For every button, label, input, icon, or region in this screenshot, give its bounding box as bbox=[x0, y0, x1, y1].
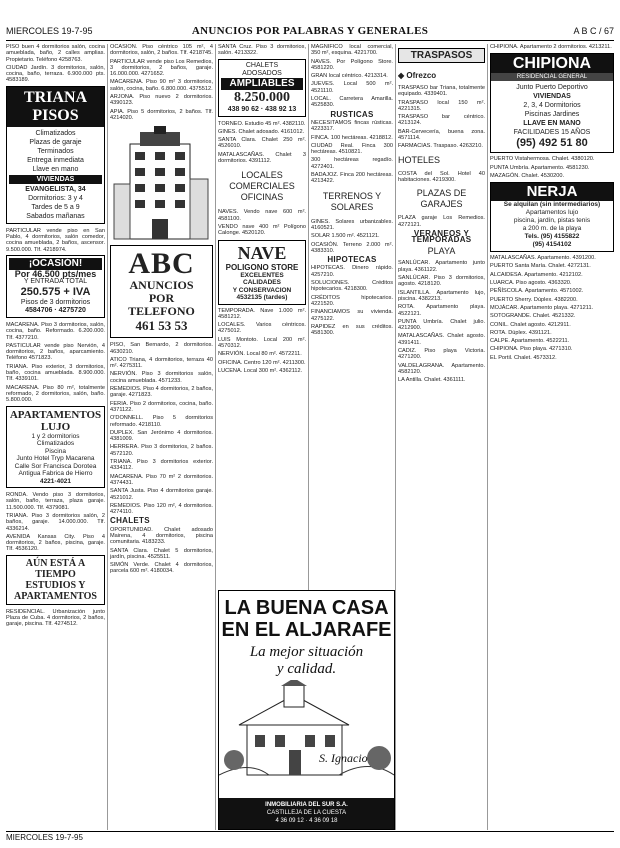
nerja-line: piscina, jardín, pistas tenis bbox=[513, 217, 591, 225]
classified-ad: OFICINA. Centro 120 m². 4211300. bbox=[218, 359, 306, 366]
ocasion-amount: 250.575 + IVA bbox=[20, 285, 91, 298]
ocasion-entrada: Y ENTRADA TOTAL bbox=[23, 277, 88, 285]
classified-ad: TRASPASO bar Triana, totalmente equipado. 4339401. bbox=[398, 85, 485, 98]
buena-casa-ad bbox=[218, 590, 395, 830]
classified-ad: FERIA. Piso 2 dormitorios, cocina, baño. 4371122. bbox=[110, 400, 213, 413]
apartamentos-line: 4221·4021 bbox=[39, 477, 72, 485]
classified-ad: SOTOGRANDE. Chalet. 4521332. bbox=[490, 313, 576, 320]
ocasion-title: ¡OCASIÓN! bbox=[9, 258, 102, 270]
classified-ad: PISO, San Bernardo, 2 dormitorios. 4630210. bbox=[110, 342, 213, 355]
classified-ad: LOCAL. Carretera Amarilla. 4525830. bbox=[311, 96, 393, 109]
classified-ad: JUEVES. Local 500 m². 4521110. bbox=[311, 81, 393, 94]
classified-ad: VENDO nave 400 m² Polígono Calonge. 4520120. bbox=[218, 223, 306, 237]
page-number: A B C / 67 bbox=[573, 26, 614, 36]
classified-ad: APIA. Piso 5 dormitorios, 2 baños. Tlf. 4214020. bbox=[110, 108, 213, 121]
classified-ad: OCASIÓN. Piso céntrico 105 m², 4 dormitorios, salón, 2 baños. Tlf. 4218745. bbox=[110, 44, 213, 57]
classified-ad: TORNEO. Estudio 45 m². 4382110. bbox=[218, 120, 306, 127]
classified-ad: MACARENA. Piso 90 m² 3 dormitorios, salón, cocina, baño. 6.800.000. 4375512. bbox=[110, 79, 213, 92]
classified-ad: PASTICULAR vende piso Nervión, 4 dormitorios, 2 baños, aparcamiento. Teléfono 4571823. bbox=[6, 342, 105, 362]
section-heading-hipotecas: HIPOTECAS bbox=[327, 255, 377, 265]
chalets-box-ad bbox=[218, 59, 306, 117]
classified-ad: LA Antilla. Chalet. 4361111. bbox=[398, 377, 466, 384]
section-heading-locales: LOCALES COMERCIALES OFICINAS bbox=[229, 170, 295, 203]
buena-casa-subtitle: EN EL ALJARAFE bbox=[221, 619, 392, 641]
chalets-box-line: AMPLIABLES bbox=[221, 78, 303, 90]
classified-ad: CALPE. Apartamento. 4522211. bbox=[490, 338, 570, 345]
classified-ad: SANTA Justa. Piso 4 dormitorios garaje. 4521012. bbox=[110, 488, 213, 501]
apartamentos-line: Climatizados bbox=[36, 440, 75, 448]
classified-ad: PARTICULAR vende piso en San Pablo, 4 dormitorios, salón comedor, cocina amueblada, 2 baños, ascensor. 9.500.000. Tlf. 4218974. bbox=[6, 227, 105, 253]
classified-ad: RESIDENCIAL. Urbanización junto Plaza de Cuba. 4 dormitorios, 2 baños, garaje, piscina. Tlf. 4274512. bbox=[6, 608, 105, 628]
classified-ad: MATALASCAÑAS. Chalet 3 dormitorios. 4391112. bbox=[218, 151, 306, 165]
apartamentos-line: Junto Hotel Tryp Macarena bbox=[16, 455, 95, 463]
classified-ad: MACARENA. Piso 70 m² 2 dormitorios. 4374431. bbox=[110, 473, 213, 486]
house-illustration-icon bbox=[219, 680, 394, 785]
ocasion-desc: Pisos de 3 dormitorios bbox=[20, 298, 91, 306]
triana-ad bbox=[6, 86, 105, 224]
cooperativa-phone: 4 36 09 12 · 4 36 09 18 bbox=[275, 818, 338, 824]
aun-line: APARTAMENTOS bbox=[14, 590, 97, 602]
section-heading-hoteles: HOTELES bbox=[398, 154, 441, 165]
classified-ad: ISLANTILLA. Apartamento lujo, piscina. 4382213. bbox=[398, 289, 485, 302]
classified-ad: NAVES. Por Polígono Store. 4581220. bbox=[311, 58, 393, 71]
cooperativa-location: CASTILLEJA DE LA CUESTA bbox=[266, 810, 347, 816]
traspasos-title: TRASPASOS bbox=[410, 50, 473, 61]
classified-ad: PUNTA Umbría. Apartamento. 4581230. bbox=[490, 164, 590, 171]
nerja-title: NERJA bbox=[491, 183, 613, 201]
triana-line: Climatizados bbox=[35, 129, 76, 137]
classified-ad: OCASIÓN. Terreno 2.000 m². 4383310. bbox=[311, 241, 393, 254]
footer-date: MIERCOLES 19-7-95 bbox=[6, 833, 83, 842]
classified-ad: CIUDAD Real. Finca 300 hectáreas. 4510821. bbox=[311, 142, 393, 156]
classified-ad: MACARENA. Piso 3 dormitorios, salón, cocina, baño. Reformado. 6.200.000. Tlf. 4377210. bbox=[6, 321, 105, 341]
classified-ad: PUNTA Umbría. Chalet julio. 4212900. bbox=[398, 318, 485, 332]
column-rule bbox=[107, 44, 108, 830]
classified-ad: PLAZA garaje Los Remedios. 4272121. bbox=[398, 215, 485, 228]
abc-line: TELEFONO bbox=[128, 304, 195, 319]
classified-ad: EL Portil. Chalet. 4573312. bbox=[490, 354, 557, 361]
column-1 bbox=[6, 44, 105, 830]
chalets-box-line: ADOSADOS bbox=[242, 69, 282, 77]
apartamentos-line: Calle Sor Francisca Dorotea bbox=[14, 462, 97, 470]
abc-line: POR bbox=[148, 291, 175, 306]
classified-ad: FINCA. 100 hectáreas. 4218812. bbox=[311, 134, 393, 141]
classified-ad: GINES. Solares urbanizables. 4160521. bbox=[311, 218, 393, 231]
classified-ad: CRÉDITOS hipotecarios. 4221520. bbox=[311, 294, 393, 307]
classified-ad: SANTA Clara. Chalet 5 dormitorios, jardín, piscina. 4525511. bbox=[110, 547, 213, 560]
nerja-line: Apartamentos lujo bbox=[525, 209, 579, 217]
chalets-box-phone: 438 90 62 · 438 92 13 bbox=[227, 105, 297, 113]
page-header bbox=[6, 26, 614, 41]
classified-ad: SOLAR 1.500 m². 4521121. bbox=[311, 233, 380, 240]
section-heading-chalets: CHALETS bbox=[110, 516, 150, 526]
classified-ad: REMEDIOS. Piso 120 m², 4 dormitorios. 4274110. bbox=[110, 502, 213, 516]
bullet-icon: ◆ bbox=[398, 71, 407, 80]
classified-ad: ATICO Triana, 4 dormitorios, terraza 40 m². 4275311. bbox=[110, 356, 213, 370]
classified-ad: TEMPORADA. Nave 1.000 m². 4581212. bbox=[218, 307, 306, 320]
apartamentos-line: 1 y 2 dormitorios bbox=[31, 432, 80, 440]
chipiona-phone: (95) 492 51 80 bbox=[516, 137, 588, 150]
column-2 bbox=[110, 44, 213, 830]
nerja-line: Se alquilan (sin intermediarios) bbox=[503, 201, 601, 209]
triana-line: VIVIENDAS bbox=[9, 175, 102, 184]
classified-ad: VALDELAGRANA. Apartamento. 4582120. bbox=[398, 362, 485, 375]
classified-ad: CHIPIONA. Apartamento 2 dormitorios. 4213211. bbox=[490, 44, 612, 50]
triana-line: Dormitorios: 3 y 4 bbox=[28, 194, 83, 202]
chalets-box-price: 8.250.000 bbox=[234, 89, 290, 105]
ocasion-ad bbox=[6, 255, 105, 318]
triana-line: Plazas de garaje bbox=[29, 138, 82, 146]
ofrezco-label: Ofrezco bbox=[406, 71, 437, 80]
classified-ad: 300 hectáreas regadío. 4272401. bbox=[311, 157, 393, 170]
chipiona-title: CHIPIONA bbox=[491, 54, 613, 73]
classified-ad: SANLÚCAR. Apartamento junto playa. 4361122. bbox=[398, 260, 485, 273]
classified-ad: TRIANA. Piso 3 dormitorios salón, 2 baños, garaje. 14.000.000. Tlf. 4336214. bbox=[6, 512, 105, 532]
classified-ad: SANTA Clara. Chalet 250 m². 4526010. bbox=[218, 137, 306, 150]
header-date: MIERCOLES 19-7-95 bbox=[6, 26, 93, 36]
chipiona-line: Piscinas Jardines bbox=[524, 111, 580, 119]
aun-line: TIEMPO bbox=[35, 568, 76, 580]
classified-ad: TRIANA. Piso exterior, 3 dormitorios, baño, cocina amueblada. 8.900.000. Tlf. 4339101. bbox=[6, 363, 105, 383]
triana-line: Entrega inmediata bbox=[27, 156, 84, 164]
classified-ad: HIPOTECAS. Dinero rápido. 4257210. bbox=[311, 265, 393, 278]
classified-ad: GRAN local céntrico. 4213314. bbox=[311, 73, 388, 80]
section-heading-rusticas: RUSTICAS bbox=[330, 109, 374, 119]
nave-line: POLIGONO STORE bbox=[225, 262, 299, 272]
buena-casa-title: LA BUENA CASA bbox=[224, 597, 389, 619]
classified-ad: LUCENA. Local 300 m². 4362112. bbox=[218, 367, 303, 374]
section-heading-terrenos: TERRENOS Y SOLARES bbox=[322, 190, 382, 212]
nave-ad bbox=[218, 240, 306, 305]
triana-line: Sabados mañanas bbox=[26, 212, 85, 220]
classified-ad: MACARENA. Piso 80 m², totalmente reformado, 2 dormitorios, salón, baño. 5.800.000. bbox=[6, 384, 105, 404]
column-rule bbox=[215, 44, 216, 830]
classified-ad: MAZAGÓN. Chalet. 4530200. bbox=[490, 172, 564, 179]
buena-casa-slogan: y calidad. bbox=[276, 661, 337, 677]
cooperativa-brand: INMOBILIARIA DEL SUR S.A. bbox=[265, 802, 348, 808]
classified-ad: NERVIÓN. Local 80 m². 4572211. bbox=[218, 351, 302, 358]
classified-ad: TRIANA. Piso 3 dormitorios exterior. 4334112. bbox=[110, 459, 213, 472]
chipiona-line: Junto Puerto Deportivo bbox=[516, 84, 588, 92]
apartamentos-line: Piscina bbox=[45, 447, 66, 455]
abc-phone-ad bbox=[110, 245, 213, 338]
classified-ad: MATALASCAÑAS. Apartamento. 4391200. bbox=[490, 255, 596, 262]
triana-line: Llave en mano bbox=[32, 165, 79, 173]
classified-ad: PUERTO Sherry. Dúplex. 4382200. bbox=[490, 296, 578, 303]
classified-ad: NECESITAMOS fincas rústicas. 4223317. bbox=[311, 119, 393, 133]
triana-line: Terminados bbox=[37, 147, 74, 155]
classified-ad: BAR-Cervecería, buena zona. 4571114. bbox=[398, 128, 485, 142]
classified-ad: FARMACIAS. Traspaso. 4263210. bbox=[398, 143, 483, 150]
column-rule bbox=[487, 44, 488, 830]
classified-ad: CONIL. Chalet agosto. 4212911. bbox=[490, 321, 571, 328]
building-icon bbox=[110, 124, 213, 242]
aun-line: ESTUDIOS Y bbox=[25, 579, 86, 591]
triana-line: EVANGELISTA, 34 bbox=[25, 185, 86, 193]
section-heading-veraneo: VERANEOS Y TEMPORADAS bbox=[411, 228, 472, 245]
chipiona-line: 2, 3, 4 Dormitorios bbox=[523, 102, 581, 110]
classified-ad: NAVES. Vendo nave 600 m². 4581100. bbox=[218, 209, 306, 222]
chipiona-ad bbox=[490, 53, 614, 153]
classified-ad: SOLUCIONES. Créditos hipotecarios. 4218300. bbox=[311, 280, 393, 293]
chipiona-line: FACILIDADES 15 AÑOS bbox=[513, 129, 591, 137]
triana-title: TRIANA bbox=[23, 88, 88, 106]
apartamentos-line: Antigua Fabrica de Hierro bbox=[18, 470, 93, 478]
aun-ad bbox=[6, 555, 105, 605]
classified-ad: PUERTO Santa María. Chalet. 4272131. bbox=[490, 263, 591, 270]
triana-line: Tardes de 5 a 9 bbox=[31, 203, 80, 211]
section-title: ANUNCIOS POR PALABRAS Y GENERALES bbox=[191, 25, 429, 37]
classified-ad: MATALASCAÑAS. Chalet agosto. 4391411. bbox=[398, 333, 485, 346]
classified-ad: PUERTO Vistahermosa. Chalet. 4380120. bbox=[490, 156, 595, 163]
classified-ad: LOCALES. Varios céntricos. 4275012. bbox=[218, 322, 306, 335]
nerja-ad bbox=[490, 182, 614, 252]
classified-ad: O'DONNELL. Piso 5 dormitorios reformado. 4218110. bbox=[110, 415, 213, 428]
classified-ad: REMEDIOS. Piso 4 dormitorios, 2 baños, garaje. 4271823. bbox=[110, 386, 213, 399]
classified-ad: DUPLEX. San Jerónimo 4 dormitorios. 4381009. bbox=[110, 429, 213, 443]
nave-line: Y CONSERVACION bbox=[232, 286, 292, 294]
classified-ad: FINANCIAMOS su vivienda. 4275122. bbox=[311, 309, 393, 322]
classified-ad: MOJÁCAR. Apartamento playa. 4271211. bbox=[490, 304, 594, 311]
classified-ad: NERVIÓN. Piso 3 dormitorios salón, cocina amueblada. 4571233. bbox=[110, 371, 213, 384]
nerja-line: Tels. (95) 4155822 bbox=[524, 233, 580, 241]
classified-ad: SIMÓN Verde. Chalet 4 dormitorios, parcela 600 m². 4180034. bbox=[110, 562, 213, 575]
classified-ad: CHIPIONA. Piso playa. 4271310. bbox=[490, 346, 573, 353]
classified-ad: ROTA. Apartamento playa. 4522121. bbox=[398, 304, 485, 317]
classified-ad: LUIS Montoto. Local 200 m². 4570312. bbox=[218, 336, 306, 350]
nave-line: EXCELENTES CALIDADES bbox=[240, 271, 284, 287]
classified-ad: MAGNIFICO local comercial, 350 m², esquina. 4221700. bbox=[311, 44, 393, 57]
chipiona-line: VIVIENDAS bbox=[533, 93, 571, 101]
nerja-line: (95) 4154102 bbox=[532, 241, 572, 249]
nave-line: 4532135 (tardes) bbox=[236, 294, 288, 302]
column-6 bbox=[490, 44, 614, 830]
chalets-box-line: CHALETS bbox=[245, 61, 279, 69]
column-4 bbox=[311, 44, 393, 588]
abc-logo: ABC bbox=[128, 247, 195, 281]
classified-ad: ALCAIDESA. Apartamento. 4212102. bbox=[490, 271, 583, 278]
chipiona-line: LLAVE EN MANO bbox=[523, 120, 581, 128]
classified-ad: ROTA. Dúplex. 4391121. bbox=[490, 329, 552, 336]
apartamentos-subtitle: LUJO bbox=[40, 420, 71, 433]
ocasion-price: Por 46.500 pts/mes bbox=[14, 268, 97, 279]
classified-ad: RONDA. Vendo piso 3 dormitorios, salón, baño, terraza, plaza garaje. 11.500.000. Tlf. 4379081. bbox=[6, 492, 105, 511]
classified-ad: RAPIDEZ en sus créditos. 4581300. bbox=[311, 323, 393, 337]
classified-ad: BADAJOZ. Finca 200 hectáreas. 4213422. bbox=[311, 172, 393, 185]
apartamentos-title: APARTAMENTOS bbox=[9, 408, 102, 421]
nave-title: NAVE bbox=[237, 242, 287, 263]
classified-ad: ARJONA. Piso nuevo 2 dormitorios. 4390123. bbox=[110, 94, 213, 107]
abc-line: ANUNCIOS bbox=[129, 278, 194, 293]
ofrezco-heading bbox=[398, 71, 485, 81]
classified-ad: GINES. Chalet adosado. 4161012. bbox=[218, 128, 305, 135]
page-footer bbox=[6, 831, 614, 844]
building-illustration bbox=[110, 124, 213, 242]
cooperativa-strip bbox=[219, 798, 394, 829]
buena-casa-signature: S. Ignacio bbox=[319, 751, 368, 765]
buena-casa-slogan: La mejor situación bbox=[249, 644, 364, 660]
triana-subtitle: PISOS bbox=[32, 106, 79, 124]
classified-ad: OPORTUNIDAD. Chalet adosado Mairena, 4 dormitorios, piscina comunitaria. 4183233. bbox=[110, 526, 213, 546]
section-heading-playa: PLAYA bbox=[427, 246, 456, 257]
traspasos-heading bbox=[398, 48, 485, 63]
apartamentos-ad bbox=[6, 406, 105, 489]
column-5 bbox=[398, 44, 485, 830]
column-3 bbox=[218, 44, 306, 588]
classified-ad: SANTA Cruz. Piso 3 dormitorios, salón. 4213322. bbox=[218, 44, 306, 57]
classified-ad: PARTICULAR vende piso Los Remedios, 3 dormitorios, 2 baños, garaje. 16.000.000. 4271652. bbox=[110, 58, 213, 78]
classified-ad: CADIZ. Piso playa Victoria. 4271200. bbox=[398, 348, 485, 361]
section-heading-garajes: PLAZAS DE GARAJES bbox=[416, 188, 467, 210]
nerja-line: a 200 m. de la playa bbox=[522, 225, 582, 233]
classified-ad: COSTA del Sol. Hotel 40 habitaciones. 4219300. bbox=[398, 170, 485, 183]
column-rule bbox=[395, 44, 396, 830]
classified-ad: TRASPASO bar céntrico. 4213124. bbox=[398, 114, 485, 127]
classified-ad: PEÑÍSCOLA. Apartamento. 4571002. bbox=[490, 288, 584, 295]
abc-phone: 461 53 53 bbox=[135, 318, 188, 334]
aun-line: AÚN ESTÁ A bbox=[25, 557, 86, 569]
classified-ad: SANLÚCAR. Piso 3 dormitorios, agosto. 4218120. bbox=[398, 275, 485, 288]
chipiona-sub: RESIDENCIAL GENERAL bbox=[491, 73, 613, 81]
classified-ad: AVENIDA Kansas City. Piso 4 dormitorios, 2 baños, piscina, garaje. Tlf. 4536120. bbox=[6, 533, 105, 553]
classified-ad: TRASPASO local 150 m². 4221315. bbox=[398, 99, 485, 112]
classified-ad: LUARCA. Piso agosto. 4363320. bbox=[490, 280, 572, 287]
classified-ad: PISO buen 4 dormitorios salón, cocina amueblada, baño, 2 calles amplias. Propietario. Teléfono 4258763. bbox=[6, 44, 105, 63]
ocasion-phone: 4584706 · 4275720 bbox=[25, 306, 86, 314]
classified-ad: CIUDAD Jardín. 3 dormitorios, salón, cocina, baño, terraza. 6.900.000 pts. 4583189. bbox=[6, 64, 105, 84]
classified-ad: HERRERA. Piso 3 dormitorios, 2 baños. 4572120. bbox=[110, 444, 213, 457]
